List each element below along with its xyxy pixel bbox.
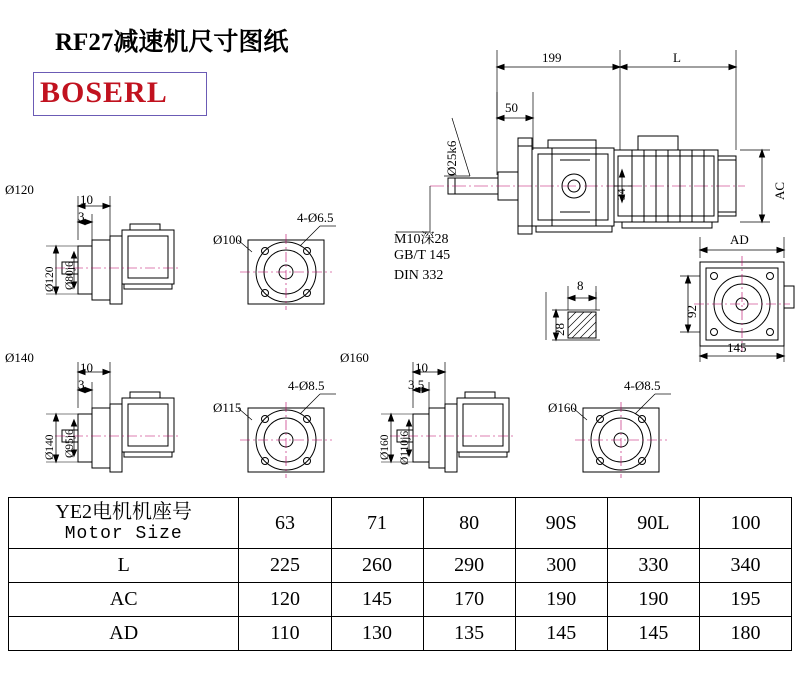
motor-size-5: 100 bbox=[699, 498, 791, 549]
dim-shaft-diameter: Ø25k6 bbox=[444, 140, 459, 176]
flange-160-bore-b: Ø110j6 bbox=[399, 430, 411, 465]
note-din332: DIN 332 bbox=[394, 268, 444, 283]
flange-120-outer: Ø120 bbox=[5, 182, 34, 197]
cell-AC-5: 195 bbox=[699, 583, 791, 617]
cell-AC-2: 170 bbox=[423, 583, 515, 617]
header-label-cn: YE2电机机座号 bbox=[55, 501, 193, 524]
dim-34: 34 bbox=[616, 188, 628, 200]
note-m10: M10深28 bbox=[394, 232, 449, 247]
flange-140-dim-3: 3 bbox=[78, 377, 85, 392]
cell-L-5: 340 bbox=[699, 549, 791, 583]
table-row bbox=[9, 583, 792, 617]
dim-AC: AC bbox=[772, 181, 787, 200]
cell-AD-3: 145 bbox=[515, 617, 607, 651]
dim-199: 199 bbox=[542, 50, 562, 65]
dim-50: 50 bbox=[505, 100, 518, 115]
flange-160-outer: Ø160 bbox=[340, 350, 369, 365]
row-label-AC: AC bbox=[9, 583, 239, 617]
cell-L-2: 290 bbox=[423, 549, 515, 583]
cell-L-4: 330 bbox=[607, 549, 699, 583]
flange-160-pcd: Ø160 bbox=[548, 400, 577, 415]
cell-AD-4: 145 bbox=[607, 617, 699, 651]
cell-AC-1: 145 bbox=[331, 583, 423, 617]
header-label-cell bbox=[9, 498, 239, 549]
logo-text: BOSERL bbox=[40, 76, 168, 109]
table-row-header bbox=[9, 498, 792, 549]
flange-140-outer: Ø140 bbox=[5, 350, 34, 365]
cell-L-1: 260 bbox=[331, 549, 423, 583]
flange-120-pcd: Ø100 bbox=[213, 232, 242, 247]
dim-92: 92 bbox=[684, 305, 699, 318]
flange-140-bore-a: Ø140 bbox=[44, 434, 56, 460]
dim-8: 8 bbox=[577, 278, 584, 293]
cell-AC-4: 190 bbox=[607, 583, 699, 617]
flange-160-dim-3: 3.5 bbox=[408, 377, 425, 392]
cell-AD-5: 180 bbox=[699, 617, 791, 651]
note-gbt145: GB/T 145 bbox=[394, 248, 451, 263]
cell-AC-3: 190 bbox=[515, 583, 607, 617]
motor-size-4: 90L bbox=[607, 498, 699, 549]
flange-120-holes: 4-Ø6.5 bbox=[297, 210, 334, 225]
flange-120-bore-a: Ø120 bbox=[44, 266, 56, 292]
dim-L: L bbox=[673, 50, 681, 65]
dim-145: 145 bbox=[727, 340, 747, 355]
table-row bbox=[9, 549, 792, 583]
row-label-L: L bbox=[9, 549, 239, 583]
flange-120-bore-b: Ø80j6 bbox=[64, 261, 76, 290]
spec-table bbox=[8, 497, 792, 651]
cell-AD-0: 110 bbox=[239, 617, 331, 651]
flange-140-holes: 4-Ø8.5 bbox=[288, 378, 325, 393]
flange-160-dim-10: 10 bbox=[415, 360, 428, 375]
cell-AD-2: 135 bbox=[423, 617, 515, 651]
cell-AC-0: 120 bbox=[239, 583, 331, 617]
motor-size-0: 63 bbox=[239, 498, 331, 549]
table-row bbox=[9, 617, 792, 651]
flange-140-dim-10: 10 bbox=[80, 360, 93, 375]
dim-28: 28 bbox=[552, 323, 567, 336]
flange-140-bore-b: Ø95j6 bbox=[64, 429, 76, 458]
cell-L-3: 300 bbox=[515, 549, 607, 583]
motor-size-3: 90S bbox=[515, 498, 607, 549]
header-label-en: Motor Size bbox=[64, 524, 183, 545]
flange-140-pcd: Ø115 bbox=[213, 400, 242, 415]
flange-120-dim-3: 3 bbox=[78, 209, 85, 224]
motor-size-1: 71 bbox=[331, 498, 423, 549]
flange-120-dim-10: 10 bbox=[80, 192, 93, 207]
flange-160-bore-a: Ø160 bbox=[379, 434, 391, 460]
cell-L-0: 225 bbox=[239, 549, 331, 583]
dim-AD: AD bbox=[730, 232, 749, 247]
motor-size-2: 80 bbox=[423, 498, 515, 549]
flange-160-holes: 4-Ø8.5 bbox=[624, 378, 661, 393]
page-title: RF27减速机尺寸图纸 bbox=[55, 29, 289, 56]
cell-AD-1: 130 bbox=[331, 617, 423, 651]
row-label-AD: AD bbox=[9, 617, 239, 651]
